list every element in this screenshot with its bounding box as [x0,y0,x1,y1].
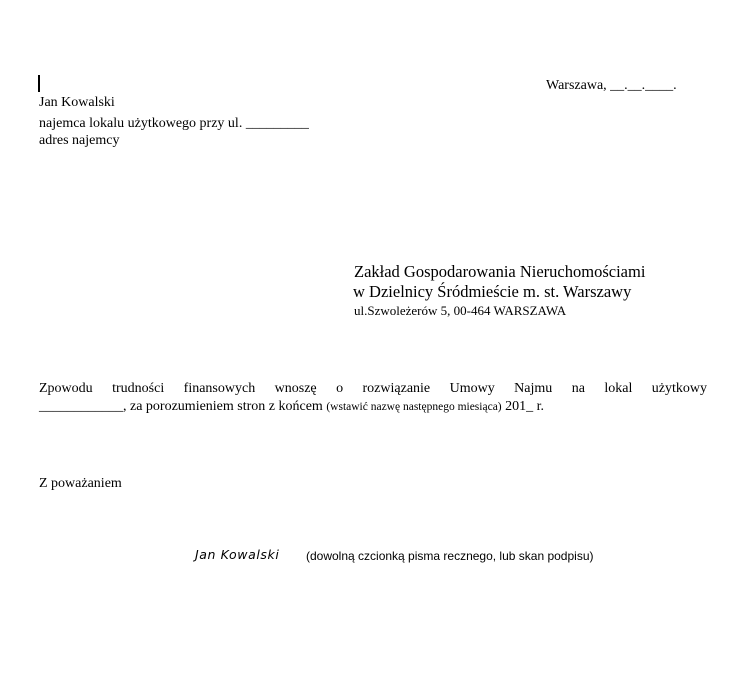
addressee-block [354,262,645,319]
closing-greeting: Z poważaniem [39,476,122,491]
addressee-line-1: Zakład Gospodarowania Nieruchomościami [354,262,646,281]
body-line-2-end: 201_ r. [501,399,545,414]
addressee-line-3: ul.Szwoleżerów 5, 00-464 WARSZAWA [354,303,567,318]
body-line-1: Zpowodu trudności finansowych wnoszę o rozwiązanie Umowy Najmu na lokal użytkowy [39,381,707,396]
handwritten-signature: Jan Kowalski [195,547,280,562]
sender-role: najemca lokalu użytkowego przy ul. _________ [39,116,309,131]
body-line-2-start: ____________, za porozumieniem stron z końcem [39,399,327,414]
place-date: Warszawa, __.__.____. [546,78,677,93]
sender-address: adres najemcy [39,133,120,148]
body-line-2 [39,398,544,416]
addressee-line-2: w Dzielnicy Śródmieście m. st. Warszawy [353,282,632,301]
sender-name: Jan Kowalski [39,95,115,110]
body-line-2-note: (wstawić nazwę następnego miesiąca) [326,401,502,413]
signature-note: (dowolną czcionką pisma recznego, lub skan podpisu) [306,549,594,563]
text-cursor [38,75,40,92]
